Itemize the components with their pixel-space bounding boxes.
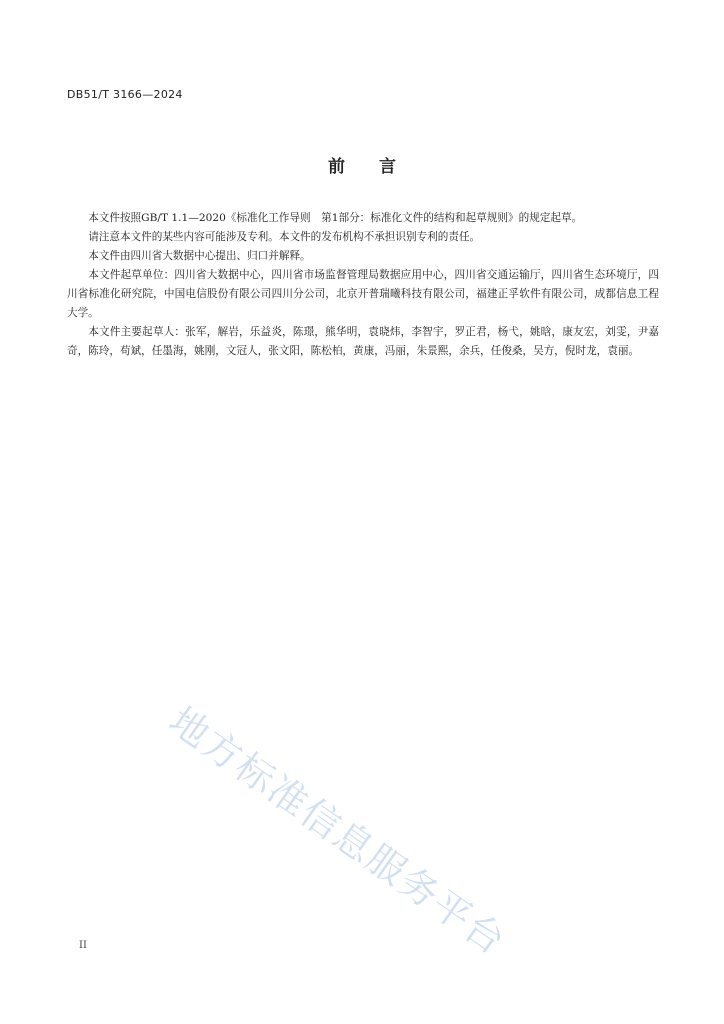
section-title bbox=[0, 152, 724, 177]
page-number: II bbox=[79, 940, 87, 951]
title-char-1: 前 bbox=[328, 157, 345, 177]
title-char-2: 言 bbox=[379, 157, 396, 177]
document-code: DB51/T 3166—2024 bbox=[67, 88, 183, 101]
paragraph-drafting-units: 本文件起草单位：四川省大数据中心，四川省市场监督管理局数据应用中心，四川省交通运输厅，四川省生态环境厅，四川省标准化研究院，中国电信股份有限公司四川分公司，北京开普瑞曦科技有限公司，福建正孚软件有限公司，成都信息工程大学。 bbox=[67, 269, 659, 319]
paragraph-patent-notice: 请注意本文件的某些内容可能涉及专利。本文件的发布机构不承担识别专利的责任。 bbox=[88, 231, 481, 243]
paragraph-drafting-rules: 本文件按照GB/T 1.1—2020《标准化工作导则 第1部分：标准化文件的结构和起草规则》的规定起草。 bbox=[88, 212, 583, 224]
paragraph-proposer: 本文件由四川省大数据中心提出、归口并解释。 bbox=[88, 250, 311, 262]
paragraph-drafters: 本文件主要起草人：张军，解岩，乐益炎，陈璟，熊华明，袁晓炜，李智宇，罗正君，杨弋，姚晗，康友宏，刘雯，尹嘉奇，陈玲，苟斌，任墨海，姚刚，文冠人，张文阳，陈松柏，黄康，冯丽，朱景熙，余兵，任俊桑，吴方，倪时龙，袁丽。 bbox=[67, 326, 659, 357]
watermark: 地方标准信息服务平台 bbox=[161, 698, 515, 964]
foreword-body bbox=[67, 209, 659, 361]
